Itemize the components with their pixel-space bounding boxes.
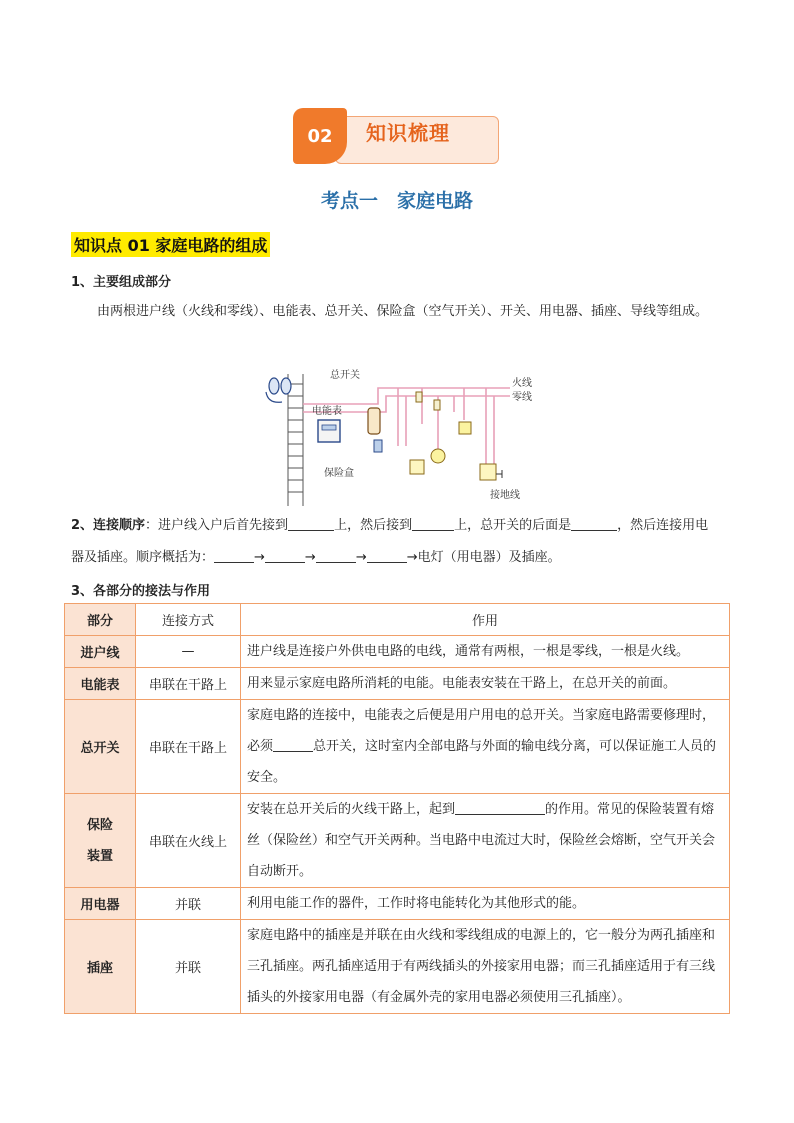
- household-circuit-diagram: [258, 364, 536, 506]
- table-row: [65, 794, 730, 888]
- paragraph-components: 由两根进户线（火线和零线）、电能表、总开关、保险盒（空气开关）、开关、用电器、插座、导线等组成。: [97, 304, 709, 319]
- blank-5[interactable]: [265, 548, 305, 563]
- cell-use: [241, 700, 730, 794]
- cell-use: 利用电能工作的器件，工作时将电能转化为其他形式的能。: [241, 888, 730, 920]
- blank-2[interactable]: [412, 516, 454, 531]
- order-text-1: ：进户线入户后首先接到: [145, 518, 289, 533]
- table-row: [65, 888, 730, 920]
- label-neutral-wire: 零线: [512, 392, 532, 403]
- meter: [318, 420, 340, 442]
- components-table: [64, 603, 730, 1014]
- part-line-1: 保险: [86, 817, 113, 833]
- cell-part: 插座: [65, 920, 136, 1014]
- blank-6[interactable]: [316, 548, 356, 563]
- cell-connection: 串联在干路上: [136, 668, 241, 700]
- blank-fuse[interactable]: [455, 800, 545, 815]
- table-row: [65, 668, 730, 700]
- knowledge-point-title: 知识点 01 家庭电路的组成: [71, 232, 270, 257]
- use-text-a: 安装在总开关后的火线干路上，起到: [247, 802, 456, 817]
- cell-connection: —: [136, 636, 241, 668]
- label-ground-wire: 接地线: [490, 490, 520, 501]
- use-text-b: 总开关，这时室内全部电路与外面的输电线分离，可以保证施工人员的安全。: [247, 739, 717, 785]
- use-text-a: 家庭电路的连接中，电能表之后便是用户用电的总开关。当家庭电路需要修理时，必须: [247, 708, 716, 754]
- cell-part: 用电器: [65, 888, 136, 920]
- use-text-b: 的作用。常见的保险装置有熔丝（保险丝）和空气开关两种。当电路中电流过大时，保险丝会熔断，空气开关会自动断开。: [247, 802, 716, 879]
- blank-7[interactable]: [367, 548, 407, 563]
- badge-number: 02: [293, 108, 347, 164]
- table-row: [65, 636, 730, 668]
- cell-part: 电能表: [65, 668, 136, 700]
- lamps: [431, 422, 471, 463]
- header-use: 作用: [241, 604, 730, 636]
- wall-switches: [416, 392, 440, 410]
- cell-part: 总开关: [65, 700, 136, 794]
- table-row: [65, 700, 730, 794]
- cell-connection: 并联: [136, 888, 241, 920]
- heading-main-components: 1、主要组成部分: [71, 275, 172, 290]
- badge-title: 知识梳理: [366, 121, 450, 145]
- paragraph-connection-order: [71, 510, 721, 574]
- header-connection: 连接方式: [136, 604, 241, 636]
- table-header-row: [65, 604, 730, 636]
- connection-order-label: 2、连接顺序: [71, 518, 146, 533]
- cell-use: 家庭电路中的插座是并联在由火线和零线组成的电源上的，它一般分为两孔插座和三孔插座。两孔插座适用于有两线插头的外接家用电器；而三孔插座适用于有三线插头的外接家用电器（有金属外壳的家用电器必须使用三孔插座）。: [241, 920, 730, 1014]
- insulators: [266, 378, 291, 402]
- part-line-2: 装置: [86, 848, 113, 864]
- wall: [288, 374, 303, 506]
- blank-switch[interactable]: [273, 737, 313, 752]
- blank-4[interactable]: [214, 548, 254, 563]
- cell-part: 进户线: [65, 636, 136, 668]
- cell-use: 进户线是连接户外供电电路的电线，通常有两根，一根是零线，一根是火线。: [241, 636, 730, 668]
- order-text-3: 上，总开关的后面是: [454, 518, 572, 533]
- order-text-5: 电灯（用电器）及插座。: [417, 550, 561, 565]
- main-switch: [368, 408, 380, 434]
- blank-1[interactable]: [288, 516, 334, 531]
- cell-use: [241, 794, 730, 888]
- arrow-3: →: [355, 550, 367, 565]
- header-part: 部分: [65, 604, 136, 636]
- section-title: 考点一 家庭电路: [320, 190, 473, 212]
- table-row: [65, 920, 730, 1014]
- fuse-box: [374, 440, 382, 452]
- label-main-switch: 总开关: [330, 370, 360, 381]
- arrow-1: →: [254, 550, 265, 565]
- cell-part: [65, 794, 136, 888]
- order-text-2: 上，然后接到: [334, 518, 413, 533]
- label-fuse-box: 保险盒: [324, 468, 354, 479]
- order-text-4: ，然后连接用电器及插座。顺序概括为：: [71, 518, 709, 565]
- cell-use: 用来显示家庭电路所消耗的电能。电能表安装在干路上，在总开关的前面。: [241, 668, 730, 700]
- section-badge: [293, 108, 499, 164]
- sockets: [410, 460, 502, 480]
- blank-3[interactable]: [571, 516, 617, 531]
- heading-wiring-and-function: 3、各部分的接法与作用: [71, 584, 211, 599]
- cell-connection: 串联在火线上: [136, 794, 241, 888]
- arrow-2: →: [304, 550, 316, 565]
- arrow-4: →: [406, 550, 418, 565]
- cell-connection: 串联在干路上: [136, 700, 241, 794]
- cell-connection: 并联: [136, 920, 241, 1014]
- label-meter: 电能表: [312, 406, 342, 417]
- label-live-wire: 火线: [512, 378, 532, 389]
